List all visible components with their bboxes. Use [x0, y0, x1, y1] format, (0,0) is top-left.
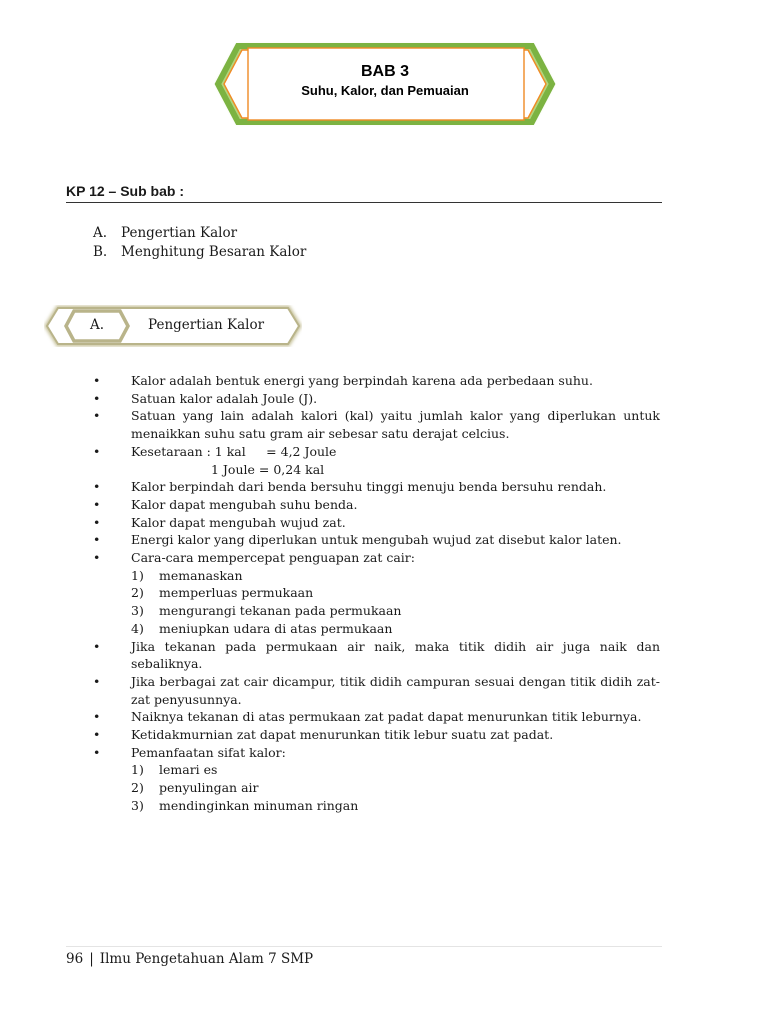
- list-text: mengurangi tekanan pada permukaan: [159, 603, 402, 619]
- section-tag: [44, 305, 302, 347]
- chapter-title: Suhu, Kalor, dan Pemuaian: [301, 83, 469, 98]
- bullet-item: • Ketidakmurnian zat dapat menurunkan titik lebur suatu zat padat.: [90, 726, 660, 744]
- numbered-sublist: [90, 567, 660, 638]
- section-title: Pengertian Kalor: [148, 317, 265, 333]
- page-number: 96: [66, 951, 84, 967]
- sub-chapter-label: A.: [93, 225, 108, 241]
- list-number: 2): [131, 780, 144, 796]
- list-item: [90, 779, 660, 797]
- list-item: [90, 584, 660, 602]
- chapter-banner: [212, 40, 558, 128]
- bullet-item: • Satuan yang lain adalah kalori (kal) yaitu jumlah kalor yang diperlukan untuk menaikkan suhu satu gram air sebesar satu derajat celcius.: [90, 407, 660, 442]
- bullet-item: • Kalor adalah bentuk energi yang berpindah karena ada perbedaan suhu.: [90, 372, 660, 390]
- kp-heading: KP 12 – Sub bab :: [66, 183, 184, 199]
- bullet-item: • Satuan kalor adalah Joule (J).: [90, 390, 660, 408]
- list-text: memanaskan: [159, 567, 243, 583]
- section-letter: A.: [90, 317, 105, 333]
- list-number: 3): [131, 797, 144, 813]
- equivalence-line-2: 1 Joule = 0,24 kal: [211, 461, 325, 477]
- list-text: lemari es: [159, 762, 218, 778]
- bullet-list: [90, 372, 660, 815]
- list-text: penyulingan air: [159, 780, 259, 796]
- list-text: mendinginkan minuman ringan: [159, 797, 359, 813]
- list-number: 1): [131, 567, 144, 583]
- book-title: Ilmu Pengetahuan Alam 7 SMP: [99, 951, 314, 967]
- bullet-item: • Jika tekanan pada permukaan air naik, maka titik didih air juga naik dan sebaliknya.: [90, 638, 660, 673]
- list-item: [90, 567, 660, 585]
- bullet-item: • Naiknya tekanan di atas permukaan zat padat dapat menurunkan titik leburnya.: [90, 708, 660, 726]
- bullet-item: [90, 443, 660, 461]
- page-footer: [66, 949, 313, 969]
- bullet-item: • Kalor dapat mengubah wujud zat.: [90, 514, 660, 532]
- list-item: [90, 620, 660, 638]
- list-item: [90, 602, 660, 620]
- bullet-item: • Energi kalor yang diperlukan untuk mengubah wujud zat disebut kalor laten.: [90, 531, 660, 549]
- sub-chapter-text: Pengertian Kalor: [121, 225, 238, 241]
- bullet-item: • Kalor berpindah dari benda bersuhu tinggi menuju benda bersuhu rendah.: [90, 478, 660, 496]
- list-number: 3): [131, 603, 144, 619]
- sub-chapter-text: Menghitung Besaran Kalor: [121, 244, 307, 260]
- bullet-item: • Pemanfaatan sifat kalor:: [90, 744, 660, 762]
- equivalence-line: Kesetaraan : 1 kal = 4,2 Joule: [131, 443, 337, 459]
- bullet-item: • Kalor dapat mengubah suhu benda.: [90, 496, 660, 514]
- list-item: [90, 761, 660, 779]
- chapter-number: BAB 3: [360, 63, 409, 80]
- list-text: memperluas permukaan: [159, 585, 314, 601]
- list-text: meniupkan udara di atas permukaan: [159, 620, 393, 636]
- footer-divider: [66, 946, 662, 947]
- list-item: [90, 797, 660, 815]
- bullet-item: • Jika berbagai zat cair dicampur, titik didih campuran sesuai dengan titik didih zat-zat penyusunnya.: [90, 673, 660, 708]
- numbered-sublist: [90, 761, 660, 814]
- heading-divider: [66, 202, 662, 203]
- bullet-item: • Cara-cara mempercepat penguapan zat cair:: [90, 549, 660, 567]
- sub-chapter-item: [93, 224, 237, 243]
- list-number: 4): [131, 620, 144, 636]
- list-number: 2): [131, 585, 144, 601]
- sub-chapter-item: [93, 243, 306, 262]
- sub-chapter-label: B.: [93, 244, 108, 260]
- footer-separator: |: [89, 951, 94, 967]
- list-number: 1): [131, 762, 144, 778]
